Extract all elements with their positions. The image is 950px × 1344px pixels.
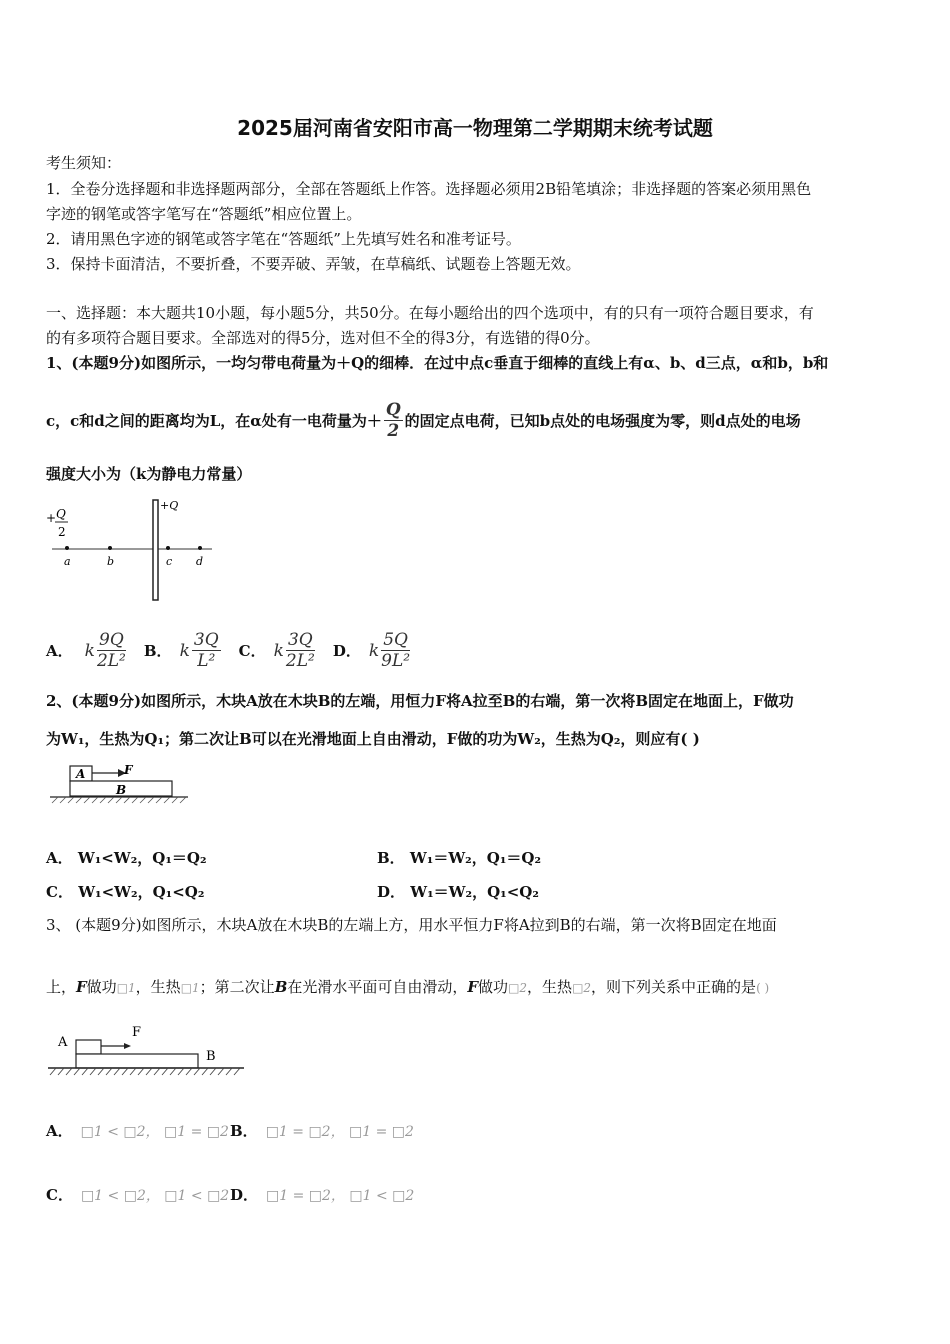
label-a: a bbox=[64, 555, 71, 568]
option-text: W₁<W₂，Q₁<Q₂ bbox=[78, 883, 205, 901]
frac-numerator: 3Q bbox=[286, 630, 315, 651]
math-placeholder: □1 bbox=[180, 981, 200, 995]
q3-var: B bbox=[274, 978, 288, 996]
option-text: □1 < □2， □1 = □2 bbox=[80, 1124, 229, 1140]
option-label: D． bbox=[377, 883, 406, 901]
answer-paren: ( ) bbox=[756, 981, 770, 995]
label-b: b bbox=[107, 555, 115, 568]
frac-numerator: Q bbox=[385, 400, 401, 420]
rod-label: +Q bbox=[160, 499, 179, 512]
q2-figure bbox=[46, 760, 191, 808]
constant-k: k bbox=[84, 640, 95, 661]
math-placeholder: □2 bbox=[508, 981, 528, 995]
option-label: A． bbox=[46, 849, 73, 867]
q3-stem: 3、 (本题9分)如图所示，木块A放在木块B的左端上方，用水平恒力F将A拉到B的右端，第一次将B固定在地面 bbox=[46, 916, 777, 934]
option-label: A． bbox=[46, 1122, 73, 1140]
charge-sign: + bbox=[46, 511, 57, 525]
label-b: B bbox=[206, 1049, 216, 1064]
option-text: W₁<W₂，Q₁＝Q₂ bbox=[77, 849, 207, 867]
q3-option bbox=[230, 1184, 414, 1205]
frac-denominator: 9L² bbox=[381, 651, 411, 671]
option-fraction bbox=[192, 630, 221, 671]
notice-item: 2．请用黑色字迹的钢笔或答字笔在“答题纸”上先填写姓名和准考证号。 bbox=[46, 230, 521, 248]
q2-option bbox=[46, 847, 207, 868]
label-f: F bbox=[132, 1025, 142, 1040]
label-d: d bbox=[196, 555, 204, 568]
q3-var: F bbox=[467, 978, 479, 996]
q2-option bbox=[377, 847, 541, 868]
option-text: W₁＝W₂，Q₁＝Q₂ bbox=[409, 849, 542, 867]
ground-hatch bbox=[50, 1068, 240, 1075]
constant-k: k bbox=[368, 640, 380, 661]
label-a: A bbox=[58, 1035, 68, 1050]
charged-rod bbox=[153, 500, 158, 600]
point-d bbox=[198, 546, 202, 550]
q2-stem: 为W₁，生热为Q₁；第二次让B可以在光滑地面上自由滑动，F做的功为W₂，生热为Q₂，则应有( ) bbox=[46, 730, 700, 748]
charge-denominator: 2 bbox=[58, 525, 66, 539]
notice-item: 3．保持卡面清洁，不要折叠，不要弄破、弄皱，在草稿纸、试题卷上答题无效。 bbox=[46, 255, 581, 273]
q3-text: ；第二次让 bbox=[199, 978, 275, 996]
point-c bbox=[166, 546, 170, 550]
option-text: W₁＝W₂，Q₁<Q₂ bbox=[410, 883, 539, 901]
math-placeholder: □2 bbox=[572, 981, 592, 995]
option-label: B． bbox=[230, 1122, 258, 1140]
option-fraction bbox=[381, 630, 410, 671]
q3-option bbox=[46, 1120, 229, 1141]
q2-option bbox=[377, 881, 539, 902]
label-f: F bbox=[124, 763, 133, 777]
option-label: C． bbox=[46, 883, 73, 901]
option-text: □1 = □2， □1 < □2 bbox=[266, 1188, 415, 1204]
q1-text: c，c和d之间的距离均为L，在α处有一电荷量为＋ bbox=[46, 412, 382, 430]
page-title: 2025届河南省安阳市高一物理第二学期期末统考试题 bbox=[237, 116, 713, 140]
q3-var: F bbox=[76, 978, 87, 996]
option-label: D． bbox=[332, 642, 361, 660]
q3-text: 上， bbox=[46, 978, 77, 996]
point-a bbox=[65, 546, 69, 550]
frac-denominator: 2L² bbox=[285, 651, 315, 671]
q3-stem-line2 bbox=[46, 976, 769, 997]
arrow-head bbox=[124, 1043, 131, 1049]
q3-figure bbox=[46, 1024, 246, 1076]
q3-text: ，生热 bbox=[135, 978, 181, 996]
ground-hatch bbox=[52, 797, 186, 803]
constant-k: k bbox=[273, 640, 284, 661]
label-b: B bbox=[116, 783, 127, 797]
q2-stem: 2、(本题9分)如图所示，木块A放在木块B的左端，用恒力F将A拉至B的右端，第一次将B固定在地面上，F做功 bbox=[46, 692, 794, 710]
option-text: □1 = □2， □1 = □2 bbox=[265, 1124, 414, 1140]
q1-stem: 1、(本题9分)如图所示，一均匀带电荷量为＋Q的细棒．在过中点c垂直于细棒的直线上有α、b、d三点，α和b，b和 bbox=[46, 354, 829, 372]
frac-numerator: 3Q bbox=[193, 630, 219, 650]
q3-option bbox=[230, 1120, 414, 1141]
q3-option bbox=[46, 1184, 229, 1205]
q2-option bbox=[46, 881, 204, 902]
option-fraction bbox=[286, 630, 315, 671]
q3-text: 做功 bbox=[478, 978, 509, 996]
option-text: □1 < □2， □1 < □2 bbox=[80, 1188, 230, 1204]
math-placeholder: □1 bbox=[116, 981, 136, 995]
q1-fraction bbox=[384, 400, 403, 441]
label-a: A bbox=[76, 767, 86, 781]
frac-denominator: L² bbox=[197, 651, 216, 671]
notice-item: 1．全卷分选择题和非选择题两部分，全部在答题纸上作答。选择题必须用2B铅笔填涂；非选择题的答案必须用黑色 bbox=[46, 180, 812, 198]
option-label: C． bbox=[238, 642, 266, 660]
notice-item: 字迹的钢笔或答字笔写在“答题纸”相应位置上。 bbox=[46, 205, 362, 223]
section-intro: 的有多项符合题目要求。全部选对的得5分，选对但不全的得3分，有选错的得0分。 bbox=[46, 329, 600, 347]
frac-denominator: 2 bbox=[387, 421, 400, 441]
q1-text: 的固定点电荷，已知b点处的电场强度为零，则d点处的电场 bbox=[404, 412, 801, 430]
charge-numerator: Q bbox=[56, 507, 66, 521]
frac-numerator: 5Q bbox=[381, 630, 410, 651]
q1-stem: 强度大小为（k为静电力常量） bbox=[46, 465, 252, 483]
option-fraction bbox=[97, 630, 126, 671]
option-label: B． bbox=[143, 642, 172, 660]
option-label: D． bbox=[230, 1186, 259, 1204]
block-b bbox=[76, 1054, 198, 1068]
constant-k: k bbox=[179, 640, 190, 661]
q3-text: 在光滑水平面可自由滑动， bbox=[287, 978, 468, 996]
q1-figure bbox=[40, 494, 230, 606]
block-a bbox=[76, 1040, 101, 1054]
frac-numerator: 9Q bbox=[97, 630, 126, 651]
notice-heading: 考生须知： bbox=[46, 154, 122, 172]
point-b bbox=[108, 546, 112, 550]
q3-text: ，生热 bbox=[527, 978, 573, 996]
label-c: c bbox=[166, 555, 173, 568]
q3-text: ，则下列关系中正确的是 bbox=[591, 978, 757, 996]
q1-stem-line2 bbox=[46, 400, 801, 441]
frac-denominator: 2L² bbox=[96, 651, 126, 671]
option-label: A． bbox=[46, 642, 73, 660]
option-label: B． bbox=[377, 849, 405, 867]
q3-text: 做功 bbox=[86, 978, 117, 996]
section-intro: 一、选择题：本大题共10小题，每小题5分，共50分。在每小题给出的四个选项中，有的只有一项符合题目要求，有 bbox=[46, 304, 814, 322]
q1-options bbox=[46, 630, 410, 671]
option-label: C． bbox=[46, 1186, 73, 1204]
